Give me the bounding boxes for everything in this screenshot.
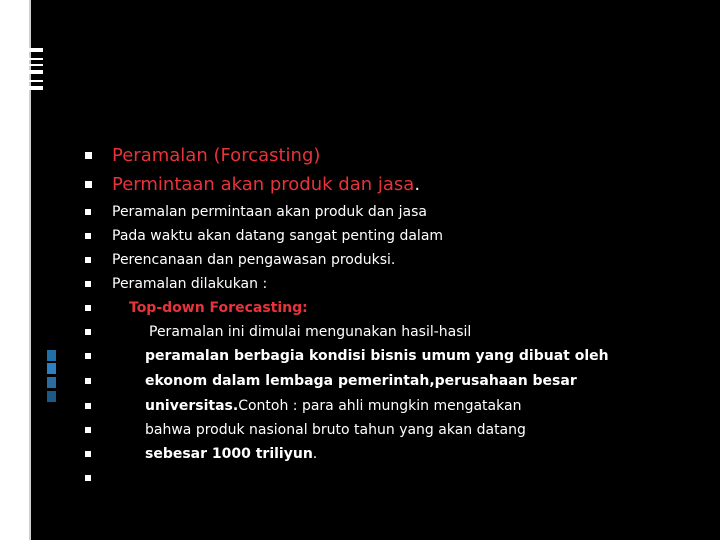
list-item [85, 272, 267, 296]
title-text: Permintaan akan produk dan jasa [112, 173, 415, 195]
list-item [85, 248, 395, 272]
list-item-text: Contoh : para ahli mungkin mengatakan [238, 398, 522, 414]
title-row [85, 143, 320, 167]
list-item [85, 394, 521, 418]
list-item-text: bahwa produk nasional bruto tahun yang akan datang [145, 422, 526, 438]
list-item-text: Peramalan permintaan akan produk dan jasa [112, 204, 427, 220]
square-bullet-icon [85, 403, 91, 409]
list-item [85, 296, 308, 320]
subheading-text: Top-down Forecasting: [129, 300, 308, 316]
list-item-text: Perencanaan dan pengawasan produksi. [112, 252, 396, 268]
square-bullet-icon [85, 353, 91, 359]
list-item [85, 369, 577, 393]
list-item [85, 320, 471, 344]
title-text: Peramalan (Forcasting) [112, 144, 321, 166]
list-item [85, 418, 526, 442]
square-bullet-icon [85, 152, 92, 159]
list-item-text: . [312, 446, 318, 462]
list-item-text: Peramalan dilakukan : [112, 276, 268, 292]
title-suffix: . [414, 173, 421, 195]
square-bullet-icon [85, 427, 91, 433]
square-bullet-icon [85, 329, 91, 335]
square-bullet-icon [85, 451, 91, 457]
square-bullet-icon [85, 209, 91, 215]
title-row [85, 172, 420, 196]
list-item-bold-text: sebesar 1000 triliyun [145, 446, 313, 462]
list-item [85, 442, 317, 466]
square-bullet-icon [85, 475, 91, 481]
list-item [85, 466, 112, 490]
list-item-text: peramalan berbagia kondisi bisnis umum yang dibuat oleh [145, 348, 609, 364]
list-item [85, 224, 443, 248]
square-bullet-icon [85, 181, 92, 188]
list-item-text: ekonom dalam lembaga pemerintah,perusahaan besar [145, 373, 577, 389]
square-bullet-icon [85, 233, 91, 239]
list-item-text: Pada waktu akan datang sangat penting dalam [112, 228, 444, 244]
square-bullet-icon [85, 281, 91, 287]
list-item [85, 344, 609, 368]
square-bullet-icon [85, 257, 91, 263]
square-bullet-icon [85, 305, 91, 311]
list-item-bold-text: universitas. [145, 398, 239, 414]
list-item-text: Peramalan ini dimulai mengunakan hasil-hasil [149, 324, 472, 340]
square-bullet-icon [85, 378, 91, 384]
list-item [85, 200, 427, 224]
